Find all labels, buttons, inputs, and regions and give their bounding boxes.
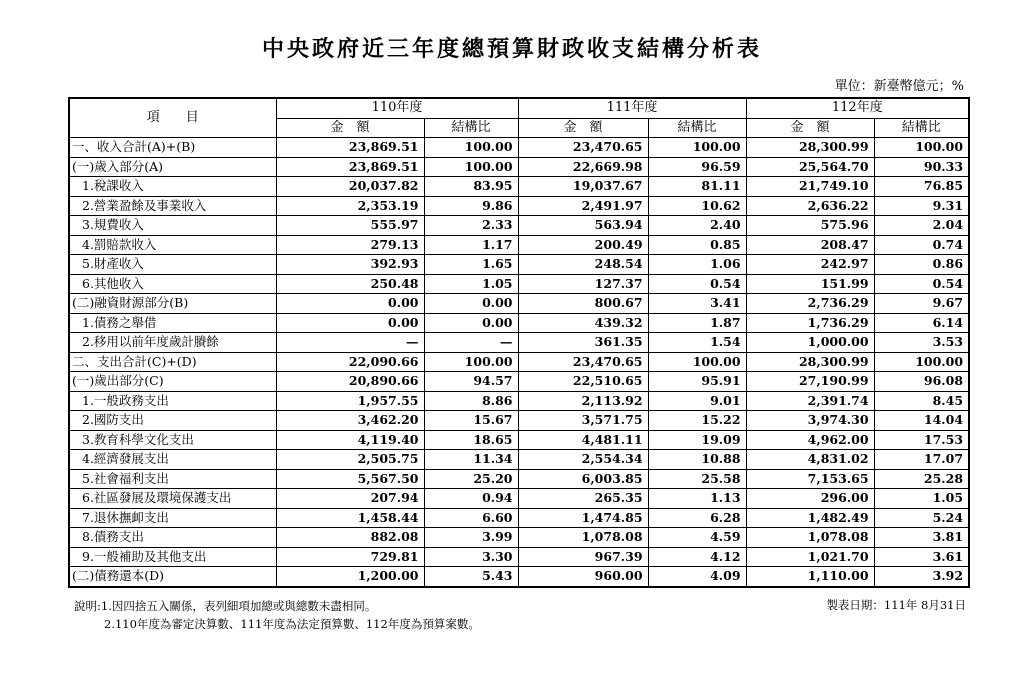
row-label: 1.債務之舉借 (69, 313, 276, 333)
ratio-cell: 0.00 (424, 294, 518, 314)
ratio-header: 結構比 (874, 118, 969, 138)
row-label: 8.債務支出 (69, 528, 276, 548)
year-header-110: 110年度 (276, 98, 518, 118)
amount-cell: 4,831.02 (746, 450, 874, 470)
amount-cell: 967.39 (518, 547, 648, 567)
ratio-cell: 81.11 (648, 177, 746, 197)
amount-cell: 248.54 (518, 255, 648, 275)
amount-header: 金 額 (746, 118, 874, 138)
amount-cell: 729.81 (276, 547, 424, 567)
amount-cell: 3,571.75 (518, 411, 648, 431)
row-label: 1.稅課收入 (69, 177, 276, 197)
amount-cell: 6,003.85 (518, 469, 648, 489)
amount-cell: 1,957.55 (276, 391, 424, 411)
ratio-cell: 0.00 (424, 313, 518, 333)
page-title: 中央政府近三年度總預算財政收支結構分析表 (261, 36, 762, 62)
amount-cell: 296.00 (746, 489, 874, 509)
row-label: 4.罰賠款收入 (69, 235, 276, 255)
ratio-cell: 0.86 (874, 255, 969, 275)
amount-cell: 1,482.49 (746, 508, 874, 528)
table-row (69, 450, 969, 470)
ratio-cell: 5.43 (424, 567, 518, 587)
table-body (69, 138, 969, 587)
amount-cell: 2,391.74 (746, 391, 874, 411)
row-label: 7.退休撫卹支出 (69, 508, 276, 528)
ratio-cell: 1.05 (874, 489, 969, 509)
row-label: 3.教育科學文化支出 (69, 430, 276, 450)
ratio-cell: 100.00 (648, 352, 746, 372)
amount-cell: 0.00 (276, 313, 424, 333)
ratio-cell: 8.86 (424, 391, 518, 411)
amount-cell: 1,000.00 (746, 333, 874, 353)
ratio-cell: 1.13 (648, 489, 746, 509)
table-row (69, 352, 969, 372)
amount-cell: 20,037.82 (276, 177, 424, 197)
ratio-cell: 8.45 (874, 391, 969, 411)
ratio-cell: 11.34 (424, 450, 518, 470)
amount-cell: 800.67 (518, 294, 648, 314)
table-row (69, 216, 969, 236)
ratio-header: 結構比 (648, 118, 746, 138)
row-label: 2.營業盈餘及事業收入 (69, 196, 276, 216)
amount-cell: 20,890.66 (276, 372, 424, 392)
ratio-cell: 3.61 (874, 547, 969, 567)
row-label: 3.規費收入 (69, 216, 276, 236)
row-label: 1.一般政務支出 (69, 391, 276, 411)
amount-cell: 361.35 (518, 333, 648, 353)
ratio-cell: 9.31 (874, 196, 969, 216)
table-row (69, 567, 969, 587)
ratio-cell: 83.95 (424, 177, 518, 197)
table-row (69, 157, 969, 177)
ratio-cell: 100.00 (424, 138, 518, 158)
amount-cell: 555.97 (276, 216, 424, 236)
amount-cell: 25,564.70 (746, 157, 874, 177)
amount-cell: 27,190.99 (746, 372, 874, 392)
ratio-cell: 2.04 (874, 216, 969, 236)
ratio-cell: 18.65 (424, 430, 518, 450)
row-label: 二、支出合計(C)+(D) (69, 352, 276, 372)
amount-cell: 882.08 (276, 528, 424, 548)
amount-cell: 4,481.11 (518, 430, 648, 450)
ratio-cell: 76.85 (874, 177, 969, 197)
ratio-cell: 0.85 (648, 235, 746, 255)
amount-cell: 127.37 (518, 274, 648, 294)
amount-cell: 28,300.99 (746, 138, 874, 158)
amount-cell: 22,090.66 (276, 352, 424, 372)
amount-cell: 4,962.00 (746, 430, 874, 450)
amount-cell: 0.00 (276, 294, 424, 314)
amount-cell: 439.32 (518, 313, 648, 333)
amount-cell: 208.47 (746, 235, 874, 255)
ratio-cell: 15.22 (648, 411, 746, 431)
ratio-cell: 90.33 (874, 157, 969, 177)
ratio-cell: 25.20 (424, 469, 518, 489)
amount-cell: 1,200.00 (276, 567, 424, 587)
ratio-cell: 3.99 (424, 528, 518, 548)
ratio-cell: 95.91 (648, 372, 746, 392)
amount-cell: 2,113.92 (518, 391, 648, 411)
amount-cell: 23,470.65 (518, 352, 648, 372)
amount-cell: 250.48 (276, 274, 424, 294)
amount-cell: 23,470.65 (518, 138, 648, 158)
amount-cell: 1,078.08 (518, 528, 648, 548)
item-header: 項 目 (69, 98, 276, 138)
amount-cell: — (276, 333, 424, 353)
amount-cell: 1,110.00 (746, 567, 874, 587)
ratio-cell: 1.05 (424, 274, 518, 294)
ratio-cell: 2.40 (648, 216, 746, 236)
year-header-111: 111年度 (518, 98, 746, 118)
amount-cell: 7,153.65 (746, 469, 874, 489)
budget-table (68, 97, 970, 588)
table-row (69, 313, 969, 333)
row-label: (二)債務還本(D) (69, 567, 276, 587)
table-row (69, 508, 969, 528)
ratio-cell: 100.00 (874, 352, 969, 372)
ratio-cell: 96.59 (648, 157, 746, 177)
ratio-cell: 96.08 (874, 372, 969, 392)
amount-cell: 151.99 (746, 274, 874, 294)
table-row (69, 469, 969, 489)
row-label: 5.財產收入 (69, 255, 276, 275)
table-row (69, 489, 969, 509)
ratio-cell: 6.14 (874, 313, 969, 333)
ratio-cell: — (424, 333, 518, 353)
row-label: 5.社會福利支出 (69, 469, 276, 489)
ratio-cell: 4.59 (648, 528, 746, 548)
ratio-cell: 3.53 (874, 333, 969, 353)
amount-cell: 575.96 (746, 216, 874, 236)
amount-cell: 1,021.70 (746, 547, 874, 567)
row-label: 一、收入合計(A)+(B) (69, 138, 276, 158)
amount-cell: 265.35 (518, 489, 648, 509)
row-label: (一)歲入部分(A) (69, 157, 276, 177)
ratio-cell: 4.09 (648, 567, 746, 587)
ratio-cell: 6.28 (648, 508, 746, 528)
ratio-cell: 100.00 (424, 157, 518, 177)
ratio-cell: 3.41 (648, 294, 746, 314)
amount-cell: 21,749.10 (746, 177, 874, 197)
ratio-cell: 10.88 (648, 450, 746, 470)
ratio-cell: 10.62 (648, 196, 746, 216)
ratio-header: 結構比 (424, 118, 518, 138)
amount-cell: 4,119.40 (276, 430, 424, 450)
ratio-cell: 3.92 (874, 567, 969, 587)
amount-cell: 2,491.97 (518, 196, 648, 216)
table-row (69, 547, 969, 567)
amount-cell: 563.94 (518, 216, 648, 236)
amount-cell: 3,462.20 (276, 411, 424, 431)
ratio-cell: 0.54 (648, 274, 746, 294)
amount-cell: 279.13 (276, 235, 424, 255)
row-label: 6.社區發展及環境保護支出 (69, 489, 276, 509)
ratio-cell: 5.24 (874, 508, 969, 528)
table-row (69, 411, 969, 431)
ratio-cell: 17.07 (874, 450, 969, 470)
table-date: 製表日期：111年 8月31日 (826, 598, 966, 612)
ratio-cell: 17.53 (874, 430, 969, 450)
ratio-cell: 100.00 (648, 138, 746, 158)
ratio-cell: 100.00 (874, 138, 969, 158)
table-row (69, 255, 969, 275)
ratio-cell: 2.33 (424, 216, 518, 236)
table-row (69, 333, 969, 353)
table-row (69, 138, 969, 158)
header-row-years (69, 98, 969, 118)
table-row (69, 391, 969, 411)
amount-cell: 960.00 (518, 567, 648, 587)
amount-cell: 23,869.51 (276, 157, 424, 177)
ratio-cell: 0.94 (424, 489, 518, 509)
amount-cell: 22,669.98 (518, 157, 648, 177)
amount-cell: 19,037.67 (518, 177, 648, 197)
ratio-cell: 3.81 (874, 528, 969, 548)
table-row (69, 177, 969, 197)
table-row (69, 372, 969, 392)
table-row (69, 528, 969, 548)
ratio-cell: 0.74 (874, 235, 969, 255)
unit-label: 單位：新臺幣億元；% (834, 79, 964, 94)
ratio-cell: 3.30 (424, 547, 518, 567)
table-row (69, 294, 969, 314)
note-1: 說明:1.因四捨五入關係，表列細項加總或與總數未盡相同。 (74, 599, 377, 613)
ratio-cell: 6.60 (424, 508, 518, 528)
amount-cell: 2,353.19 (276, 196, 424, 216)
amount-cell: 3,974.30 (746, 411, 874, 431)
row-label: 6.其他收入 (69, 274, 276, 294)
amount-cell: 22,510.65 (518, 372, 648, 392)
notes (74, 597, 480, 633)
ratio-cell: 1.65 (424, 255, 518, 275)
amount-header: 金 額 (518, 118, 648, 138)
table-row (69, 274, 969, 294)
amount-cell: 1,474.85 (518, 508, 648, 528)
row-label: (一)歲出部分(C) (69, 372, 276, 392)
ratio-cell: 25.28 (874, 469, 969, 489)
amount-cell: 392.93 (276, 255, 424, 275)
amount-cell: 242.97 (746, 255, 874, 275)
ratio-cell: 25.58 (648, 469, 746, 489)
ratio-cell: 0.54 (874, 274, 969, 294)
amount-cell: 1,078.08 (746, 528, 874, 548)
amount-cell: 23,869.51 (276, 138, 424, 158)
ratio-cell: 19.09 (648, 430, 746, 450)
row-label: 4.經濟發展支出 (69, 450, 276, 470)
amount-cell: 2,554.34 (518, 450, 648, 470)
ratio-cell: 1.17 (424, 235, 518, 255)
ratio-cell: 9.01 (648, 391, 746, 411)
ratio-cell: 15.67 (424, 411, 518, 431)
year-header-112: 112年度 (746, 98, 969, 118)
row-label: 2.國防支出 (69, 411, 276, 431)
row-label: (二)融資財源部分(B) (69, 294, 276, 314)
amount-cell: 2,736.29 (746, 294, 874, 314)
amount-header: 金 額 (276, 118, 424, 138)
amount-cell: 2,636.22 (746, 196, 874, 216)
note-2: 2.110年度為審定決算數、111年度為法定預算數、112年度為預算案數。 (104, 617, 480, 631)
ratio-cell: 14.04 (874, 411, 969, 431)
amount-cell: 5,567.50 (276, 469, 424, 489)
ratio-cell: 9.67 (874, 294, 969, 314)
table-row (69, 196, 969, 216)
amount-cell: 200.49 (518, 235, 648, 255)
row-label: 9.一般補助及其他支出 (69, 547, 276, 567)
ratio-cell: 94.57 (424, 372, 518, 392)
ratio-cell: 9.86 (424, 196, 518, 216)
amount-cell: 28,300.99 (746, 352, 874, 372)
table-row (69, 430, 969, 450)
amount-cell: 2,505.75 (276, 450, 424, 470)
ratio-cell: 1.54 (648, 333, 746, 353)
ratio-cell: 4.12 (648, 547, 746, 567)
row-label: 2.移用以前年度歲計賸餘 (69, 333, 276, 353)
ratio-cell: 1.87 (648, 313, 746, 333)
ratio-cell: 1.06 (648, 255, 746, 275)
ratio-cell: 100.00 (424, 352, 518, 372)
amount-cell: 1,458.44 (276, 508, 424, 528)
amount-cell: 1,736.29 (746, 313, 874, 333)
amount-cell: 207.94 (276, 489, 424, 509)
table-row (69, 235, 969, 255)
